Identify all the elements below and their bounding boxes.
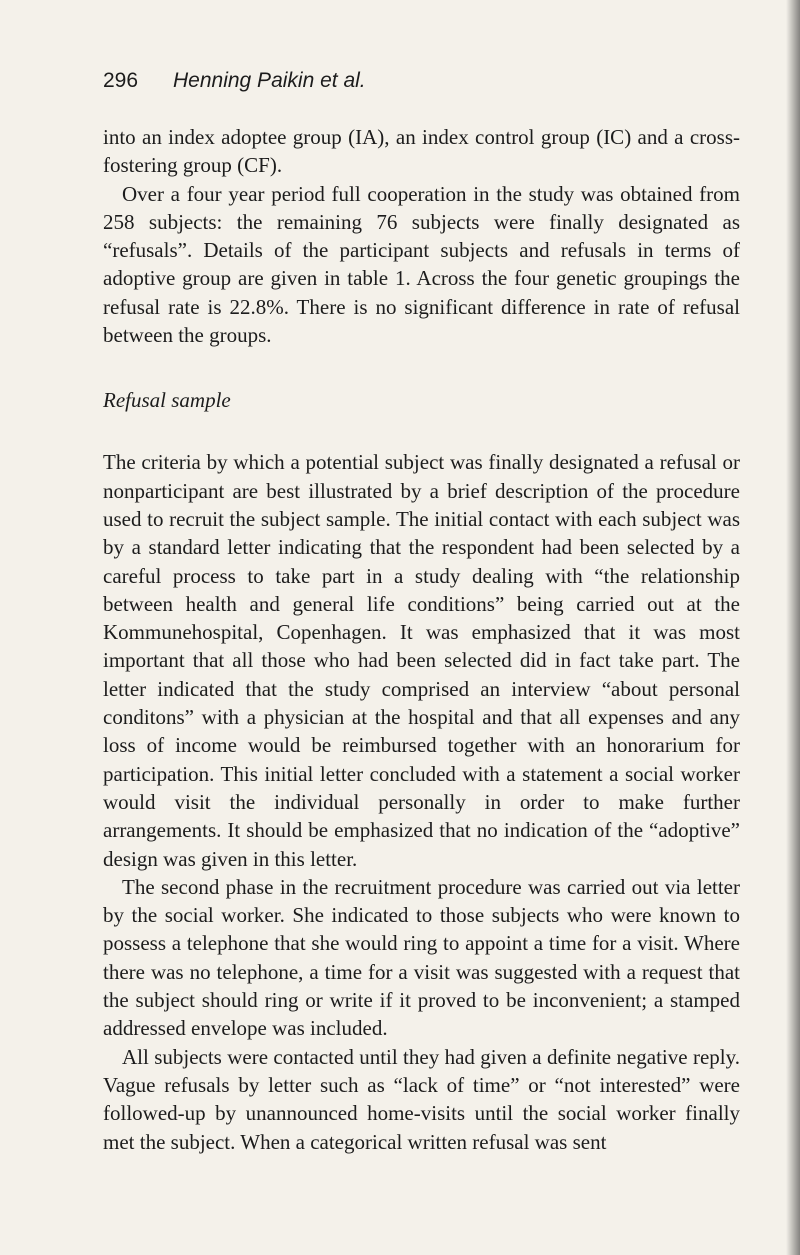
section-paragraph-1: The criteria by which a potential subject was finally designated a refusal or nonparticipant are best illustrated by a brief description of the procedure used to recruit the subject sample. The initial contact with each subject was by a standard letter indicating that the respondent had been selected by a careful process to take part in a study dealing with “the relationship between health and general life conditions” being carried out at the Kommunehospital, Copenhagen. It was emphasized that it was most important that all those who had been selected did in fact take part. The letter indicated that the study comprised an interview “about personal conditons” with a physician at the hospital and that all expenses and any loss of income would be reimbursed together with an honorarium for participation. This initial letter concluded with a statement a social worker would visit the individual personally in order to make further arrangements. It should be emphasized that no indication of the “adoptive” design was given in this letter. [103,450,740,871]
section-heading: Refusal sample [103,388,231,413]
page-number: 296 [103,69,139,92]
page-edge-shadow [786,0,800,1255]
section-paragraph-2: The second phase in the recruitment procedure was carried out via letter by the social worker. She indicated to those subjects who were known to possess a telephone that she would ring to appoint a time for a visit. Where there was no telephone, a time for a visit was suggested with a request that the subject should ring or write if it proved to be inconvenient; a stamped addressed envelope was included. [103,874,740,1041]
intro-paragraph-1: into an index adoptee group (IA), an index control group (IC) and a cross-fostering group (CF). [103,125,740,178]
intro-paragraph-2: Over a four year period full cooperation in the study was obtained from 258 subjects: the remaining 76 subjects were finally designated as “refusals”. Details of the participant subjects and refusals in terms of adoptive group are given in table 1. Across the four genetic groupings the refusal rate is 22.8%. There is no significant difference in rate of refusal between the groups. [103,181,740,348]
section-paragraph-3: All subjects were contacted until they had given a definite negative reply. Vague refusals by letter such as “lack of time” or “not interested” were followed-up by unannounced home-visits until the social worker finally met the subject. When a categorical written refusal was sent [103,1044,740,1154]
running-head-authors: Henning Paikin et al. [173,69,366,92]
running-head [103,66,740,96]
page-body [103,66,740,1156]
